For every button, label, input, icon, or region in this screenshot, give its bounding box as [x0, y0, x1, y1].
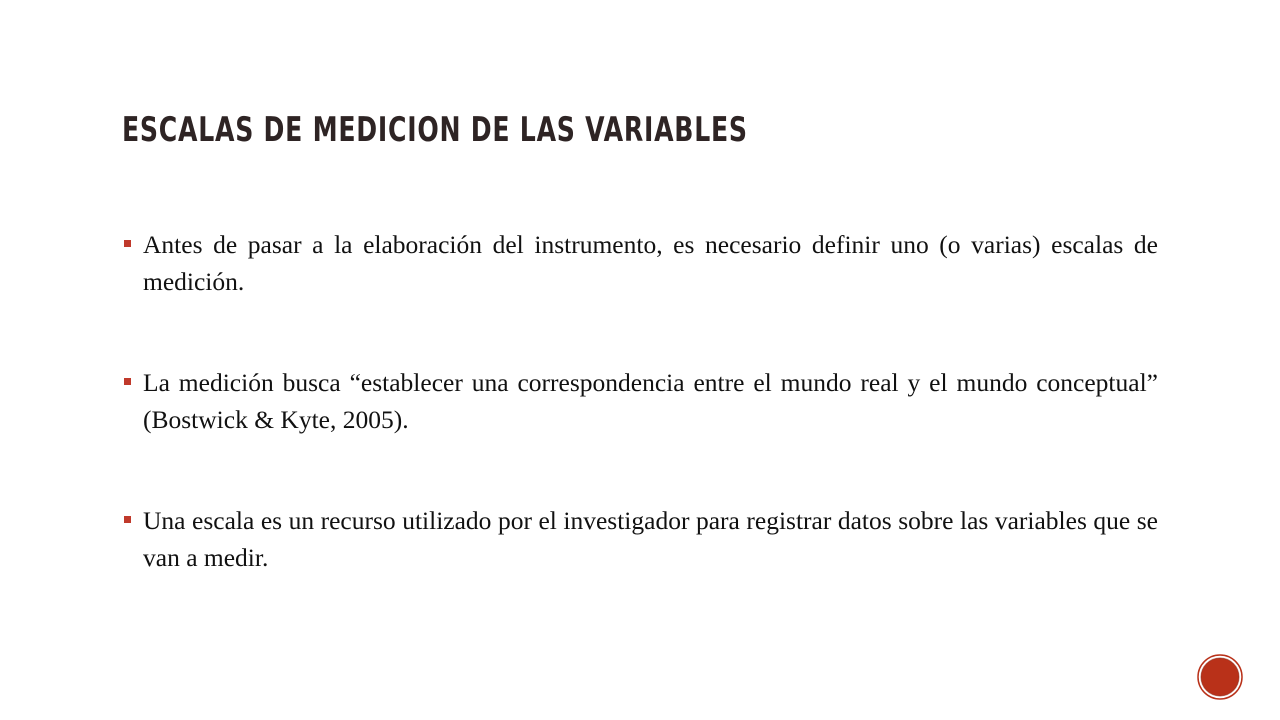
square-bullet-icon: [124, 516, 131, 523]
bullet-item: [122, 226, 1158, 300]
square-bullet-icon: [124, 240, 131, 247]
bullet-text: Una escala es un recurso utilizado por el investigador para registrar datos sobre las variables que se van a medir.: [143, 506, 1158, 572]
bullet-item: [122, 502, 1158, 576]
square-bullet-icon: [124, 378, 131, 385]
bullet-text: La medición busca “establecer una correspondencia entre el mundo real y el mundo conceptual” (Bostwick & Kyte, 2005).: [143, 368, 1158, 434]
bullet-text: Antes de pasar a la elaboración del instrumento, es necesario definir uno (o varias) escalas de medición.: [143, 230, 1158, 296]
red-circle-badge-icon: [1197, 654, 1243, 700]
slide-title: ESCALAS DE MEDICION DE LAS VARIABLES: [122, 110, 748, 150]
bullet-list: [122, 226, 1158, 576]
bullet-item: [122, 364, 1158, 438]
